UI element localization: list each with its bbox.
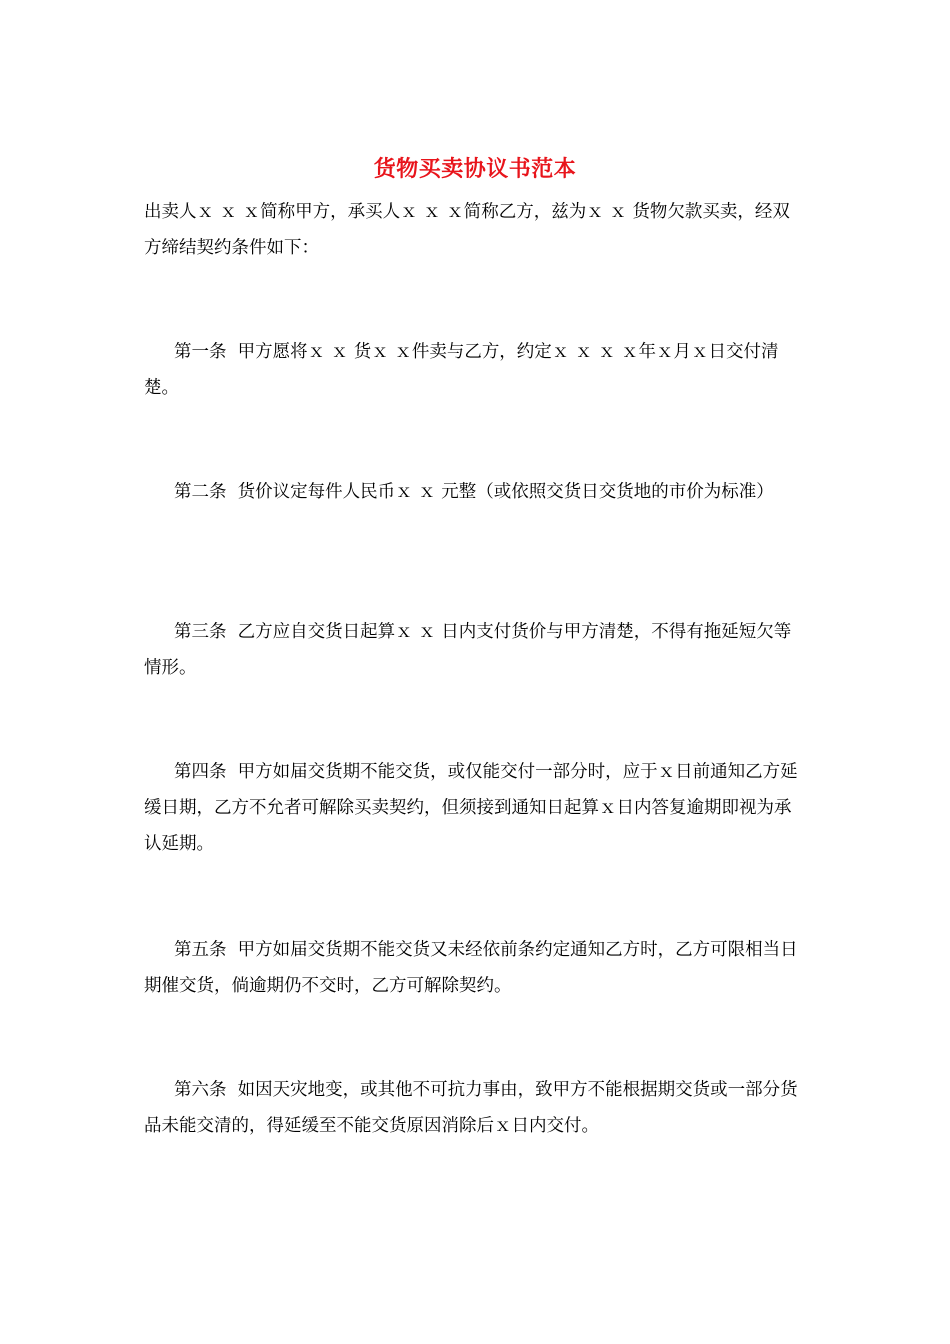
article-2-paragraph: 第二条 货价议定每件人民币ｘ ｘ 元整（或依照交货日交货地的市价为标准） [174, 482, 774, 502]
document-title: 货物买卖协议书范本 [373, 156, 577, 182]
article-6-paragraph: 第六条 如因天灾地变，或其他不可抗力事由，致甲方不能根据期交货或一部分货品未能交清的，得延缓至不能交货原因消除后ｘ日内交付。 [144, 1080, 798, 1136]
intro-paragraph: 出卖人ｘ ｘ ｘ简称甲方，承买人ｘ ｘ ｘ简称乙方，兹为ｘ ｘ 货物欠款买卖，经双方缔结契约条件如下： [144, 202, 790, 258]
article-4-paragraph: 第四条 甲方如届交货期不能交货，或仅能交付一部分时，应于ｘ日前通知乙方延缓日期，乙方不允者可解除买卖契约，但须接到通知日起算ｘ日内答复逾期即视为承认延期。 [144, 762, 798, 854]
article-5-paragraph: 第五条 甲方如届交货期不能交货又未经依前条约定通知乙方时，乙方可限相当日期催交货，倘逾期仍不交时，乙方可解除契约。 [144, 940, 798, 996]
article-3-paragraph: 第三条 乙方应自交货日起算ｘ ｘ 日内支付货价与甲方清楚，不得有拖延短欠等情形。 [144, 622, 792, 678]
article-1-paragraph: 第一条 甲方愿将ｘ ｘ 货ｘ ｘ件卖与乙方，约定ｘ ｘ ｘ ｘ年ｘ月ｘ日交付清楚。 [144, 342, 779, 398]
